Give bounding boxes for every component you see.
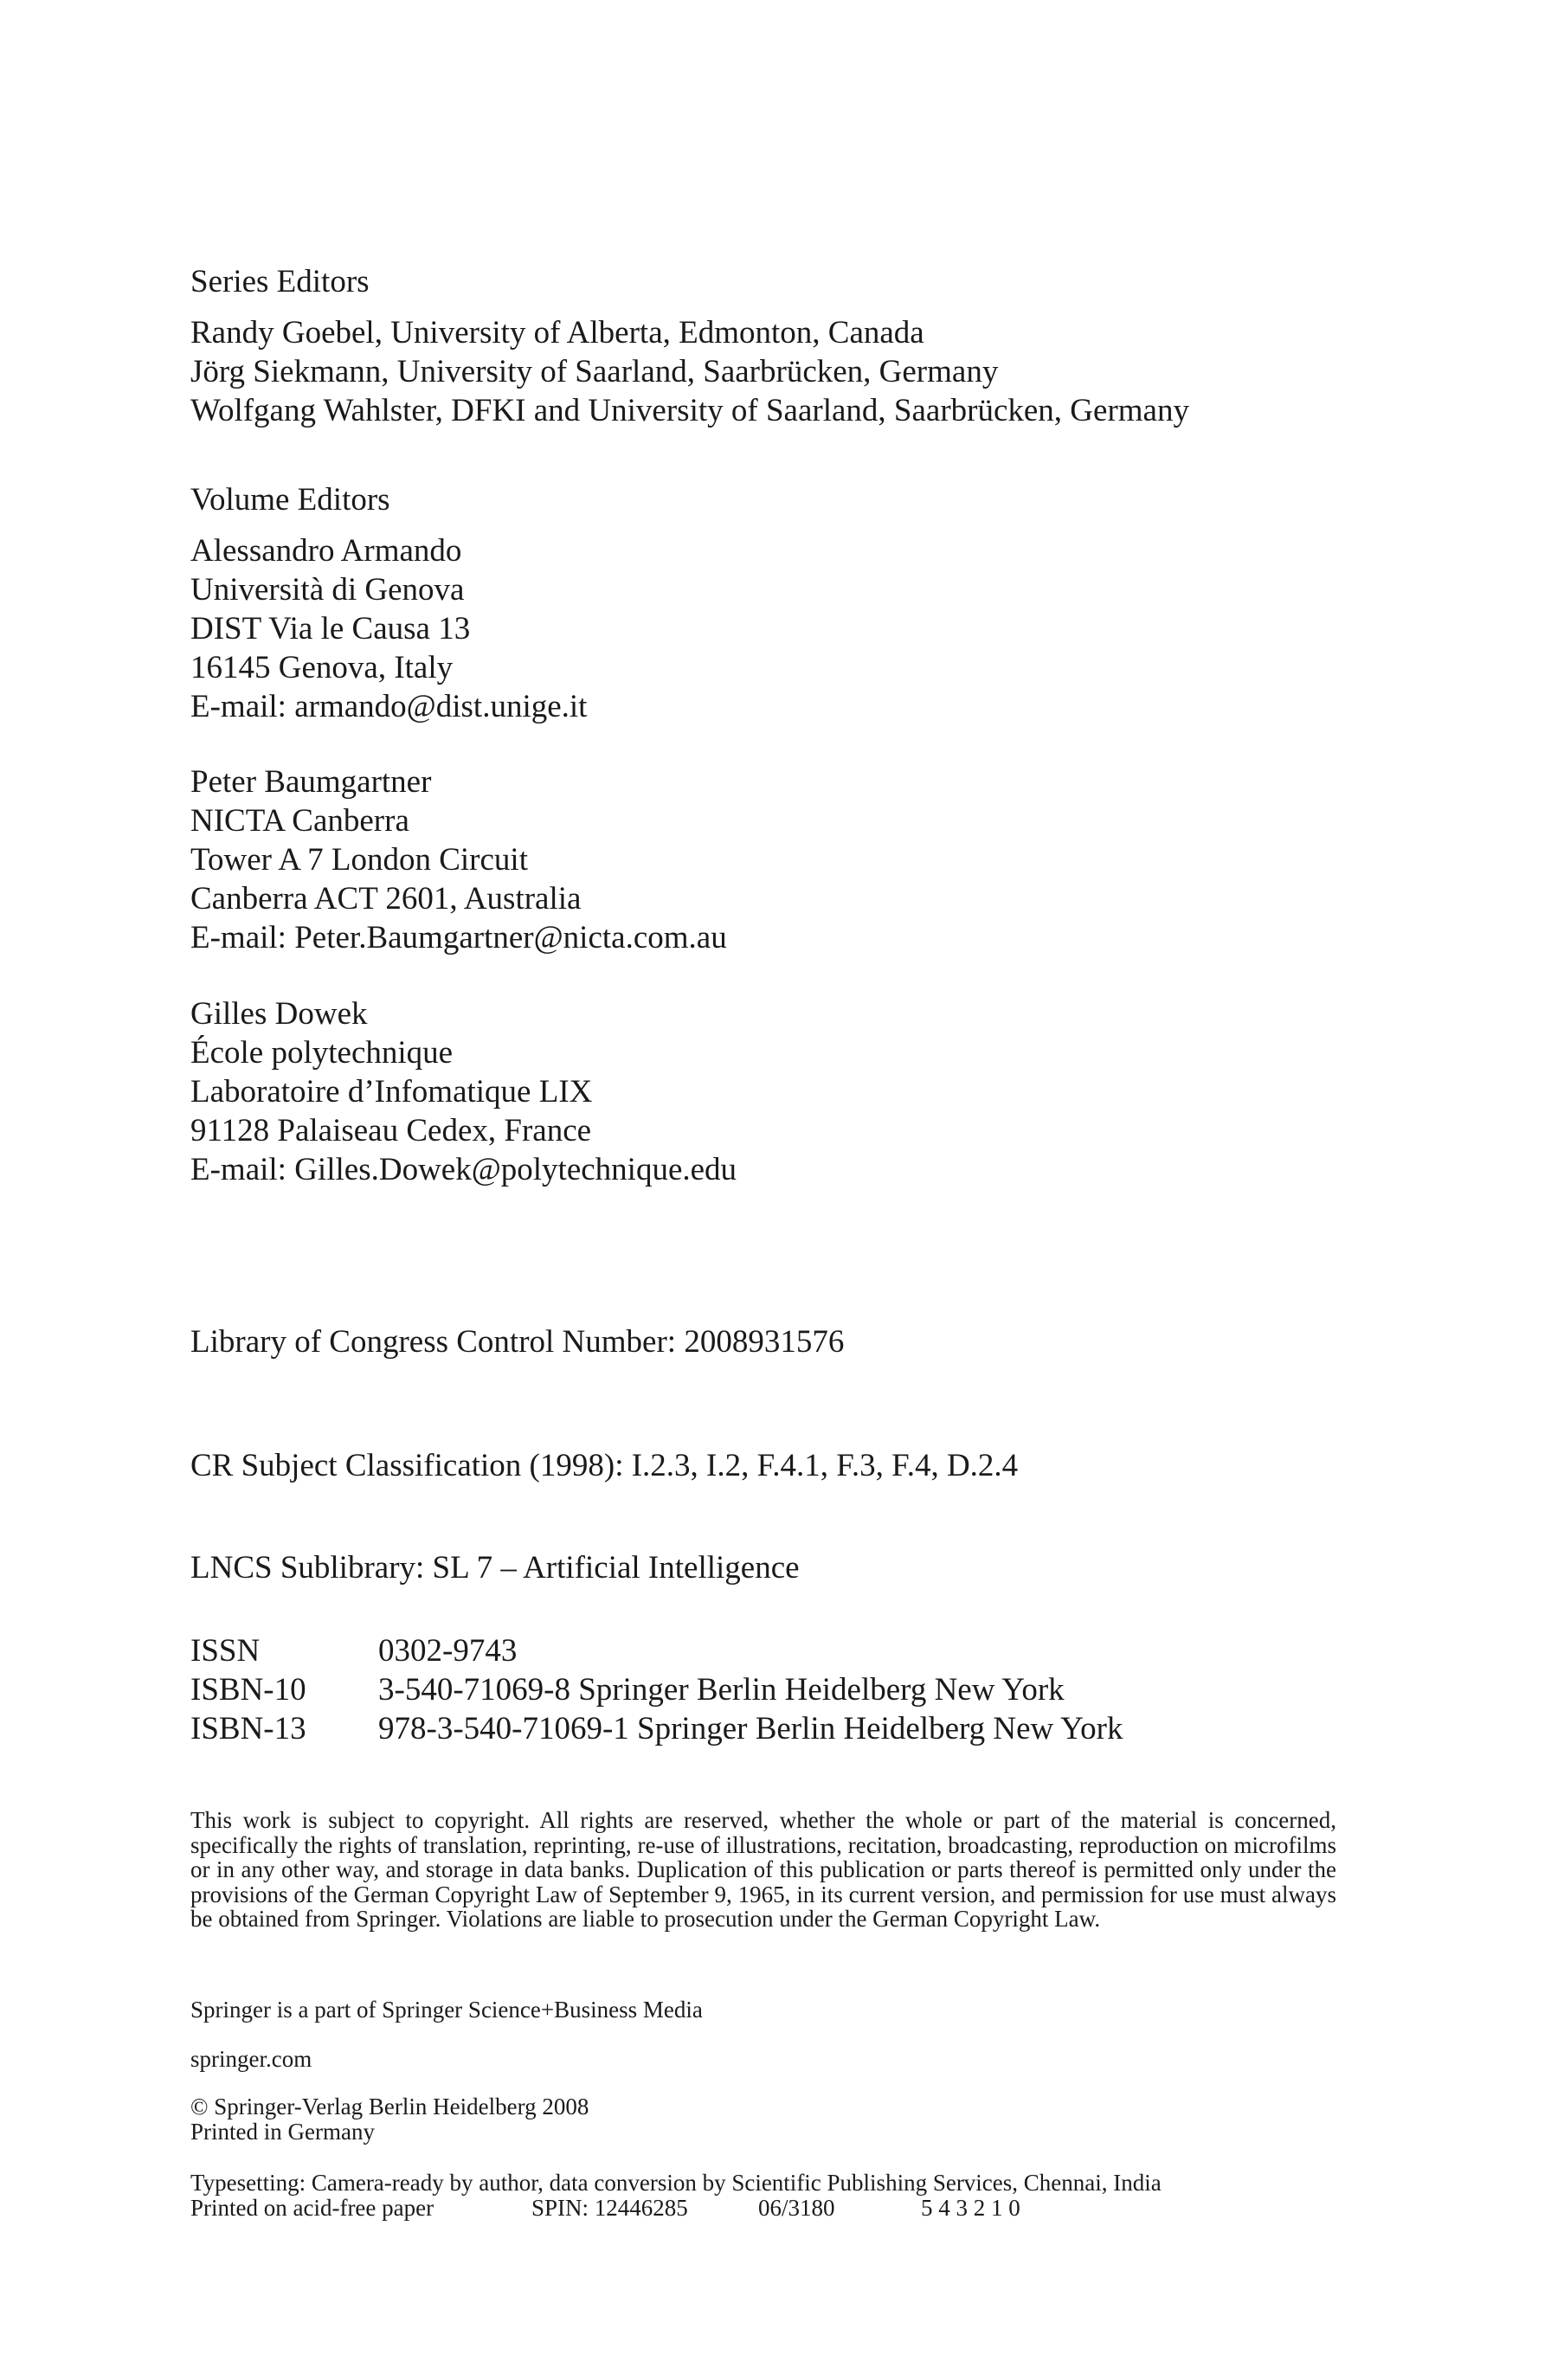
series-editor-line: Jörg Siekmann, University of Saarland, Saarbrücken, Germany [190, 354, 999, 389]
series-editor-line: Randy Goebel, University of Alberta, Edmonton, Canada [190, 315, 924, 351]
spin: SPIN: 12446285 [531, 2194, 688, 2221]
copyright-notice: This work is subject to copyright. All rights are reserved, whether the whole or part of the material is concerned, specifically the rights of translation, reprinting, re-use of illustrations, recitation, broadcasting, reproduction on microfilms or in any other way, and storage in data banks. Duplication of this publication or parts thereof is permitted only under the provisions of the German Copyright Law of September 9, 1965, in its current version, and permission for use must always be obtained from Springer. Violations are liable to prosecution under the German Copyright Law. [190, 1807, 1336, 1932]
identifier-value: 0302-9743 [378, 1633, 518, 1669]
print-run: 5 4 3 2 1 0 [921, 2194, 1020, 2221]
editor-name: Peter Baumgartner [190, 764, 432, 800]
volume-editors-heading: Volume Editors [190, 482, 390, 518]
publisher-block [190, 2094, 1368, 2144]
volume-editor-baumgartner [190, 762, 1368, 957]
production-info [190, 2171, 1368, 2220]
sublibrary: LNCS Sublibrary: SL 7 – Artificial Intelligence [190, 1550, 800, 1586]
editor-email: E-mail: Gilles.Dowek@polytechnique.edu [190, 1152, 737, 1187]
editor-city: Canberra ACT 2601, Australia [190, 881, 582, 917]
editor-city: 16145 Genova, Italy [190, 650, 454, 685]
website: springer.com [190, 2046, 312, 2072]
copyright-line: © Springer-Verlag Berlin Heidelberg 2008 [190, 2094, 589, 2119]
series-editors-heading: Series Editors [190, 264, 370, 299]
printed-in: Printed in Germany [190, 2118, 375, 2145]
identifier-label: ISBN-13 [190, 1711, 306, 1746]
editor-email: E-mail: Peter.Baumgartner@nicta.com.au [190, 920, 727, 955]
editor-affiliation: École polytechnique [190, 1035, 454, 1071]
identifier-value: 978-3-540-71069-1 Springer Berlin Heidelberg New York [378, 1711, 1123, 1746]
identifiers [190, 1631, 1368, 1748]
identifier-label: ISSN [190, 1633, 261, 1669]
cr-classification: CR Subject Classification (1998): I.2.3, I.2, F.4.1, F.3, F.4, D.2.4 [190, 1448, 1019, 1483]
volume-editor-armando [190, 531, 1368, 726]
series-editors-list [190, 313, 1368, 430]
issn-row [190, 1631, 1368, 1670]
editor-affiliation: Università di Genova [190, 572, 465, 608]
print-code: 06/3180 [758, 2194, 835, 2221]
editor-address: Laboratoire d’Infomatique LIX [190, 1074, 593, 1110]
paper: Printed on acid-free paper [190, 2194, 434, 2221]
typesetting: Typesetting: Camera-ready by author, data conversion by Scientific Publishing Services, Chennai, India [190, 2170, 1162, 2196]
editor-city: 91128 Palaiseau Cedex, France [190, 1113, 592, 1148]
editor-affiliation: NICTA Canberra [190, 803, 409, 839]
editor-name: Alessandro Armando [190, 533, 462, 569]
editor-address: DIST Via le Causa 13 [190, 611, 471, 646]
identifier-value: 3-540-71069-8 Springer Berlin Heidelberg New York [378, 1672, 1065, 1708]
print-details [190, 2196, 1368, 2221]
isbn13-row [190, 1709, 1368, 1748]
identifier-label: ISBN-10 [190, 1672, 306, 1708]
editor-address: Tower A 7 London Circuit [190, 842, 528, 878]
isbn10-row [190, 1670, 1368, 1709]
editor-name: Gilles Dowek [190, 996, 368, 1032]
series-editor-line: Wolfgang Wahlster, DFKI and University of Saarland, Saarbrücken, Germany [190, 393, 1189, 428]
volume-editor-dowek [190, 994, 1368, 1189]
springer-part: Springer is a part of Springer Science+Business Media [190, 1997, 703, 2023]
editor-email: E-mail: armando@dist.unige.it [190, 689, 588, 724]
loc-control-number: Library of Congress Control Number: 2008931576 [190, 1324, 845, 1360]
